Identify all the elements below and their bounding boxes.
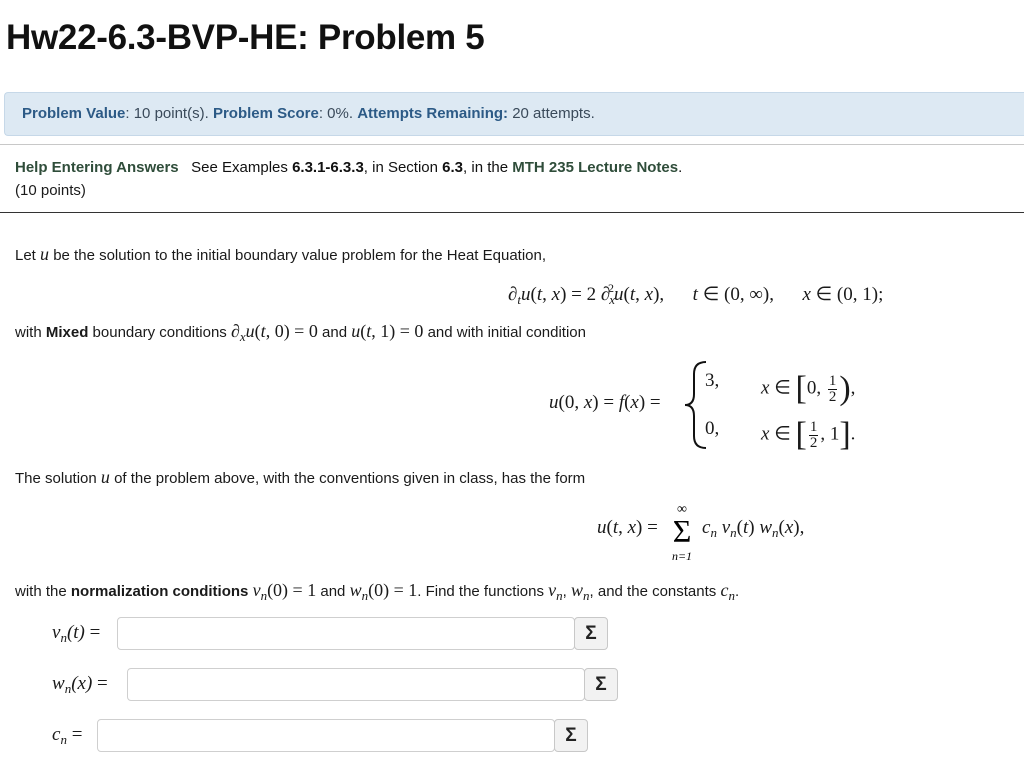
help-text-2: , in Section: [363, 159, 438, 176]
attempts-remaining: 20 attempts.: [512, 105, 595, 122]
help-line: [15, 159, 682, 176]
series-rhs: $c_n$ $v_n(t)$ $w_n(x)$,: [702, 517, 805, 540]
initial-condition-lhs: u(0, x) = f(x) =: [549, 392, 661, 413]
intro-var: u: [40, 244, 50, 264]
answer-input-cn[interactable]: [97, 719, 555, 752]
examples-ref: 6.3.1-6.3.3: [292, 159, 364, 176]
problem-score: 0%.: [327, 105, 354, 122]
sum-symbol: [664, 500, 700, 564]
answer-input-vn[interactable]: [117, 617, 575, 650]
bc-text-4: and with initial condition: [427, 324, 586, 341]
bc-text-2: boundary conditions: [92, 324, 227, 341]
bc-text-1: with: [15, 324, 42, 341]
sol-text-2: of the problem above, with the conventions given in class, has the form: [114, 470, 586, 487]
norm-text-2: and: [320, 583, 346, 600]
svg-text:∞: ∞: [677, 502, 687, 517]
norm-text-3: . Find the functions: [417, 583, 544, 600]
normalization-line: with the normalization conditions $v_n(0) = 1$ and $w_n(0) = 1$. Find the functions $v_n$, $w_n$, and the constants $c_n$.: [15, 580, 740, 603]
bc-mixed: Mixed: [45, 324, 89, 341]
svg-text:Σ: Σ: [672, 513, 692, 549]
problem-status-bar: Problem Value: 10 point(s). Problem Score: 0%. Attempts Remaining: 20 attempts.: [4, 92, 1024, 136]
answer-label-vn: $v_n(t)$ =: [52, 622, 101, 645]
divider: [0, 212, 1024, 213]
answer-label-cn: $c_n$ =: [52, 724, 83, 747]
sol-text-1: The solution: [15, 470, 97, 487]
help-text-1: See Examples: [191, 159, 288, 176]
norm-bold: normalization conditions: [70, 583, 249, 600]
piecewise-case-1: 3, x ∈ [0, $\frac{1}{2}$ ),: [705, 370, 856, 407]
heat-equation: $\partial_tu(t$, x) = 2 $\partial_x^2u(t$, x), t ∈ (0, ∞), x ∈ (0, 1);: [508, 281, 884, 307]
bc-text-3: and: [322, 324, 348, 341]
intro-text-2: be the solution to the initial boundary value problem for the Heat Equation,: [53, 247, 547, 264]
sol-var: u: [100, 467, 110, 487]
equation-editor-button[interactable]: Σ: [554, 719, 588, 752]
page-title: Hw22-6.3-BVP-HE: Problem 5: [6, 18, 485, 57]
points-text: (10 points): [15, 182, 86, 199]
piecewise-case-2: 0, x ∈ [ $\frac{1}{2}$ , 1].: [705, 416, 856, 453]
problem-score-label: Problem Score: [212, 105, 319, 122]
answer-input-wn[interactable]: [127, 668, 585, 701]
solution-form-line: [15, 467, 585, 488]
divider: [0, 144, 1024, 145]
lecture-notes-link[interactable]: MTH 235 Lecture Notes: [512, 159, 679, 176]
help-text-3: , in the: [463, 159, 509, 176]
intro-text-1: Let: [15, 247, 36, 264]
bc-right: u: [351, 321, 361, 341]
intro-line: [15, 244, 546, 265]
problem-value: 10 point(s).: [133, 105, 209, 122]
help-entering-answers-link[interactable]: Help Entering Answers: [15, 159, 179, 176]
section-ref: 6.3: [442, 159, 464, 176]
series-lhs: u(t, x) =: [597, 517, 658, 538]
answer-label-wn: $w_n(x)$ =: [52, 673, 108, 696]
boundary-conditions-line: with Mixed boundary conditions $\partial_xu(t$, 0) = 0 and u(t, 1) = 0 and with initial condition: [15, 321, 586, 344]
norm-text-1: with the: [15, 583, 67, 600]
equation-editor-button[interactable]: Σ: [584, 668, 618, 701]
bc-left: $\partial_xu$: [230, 321, 255, 344]
equation-editor-button[interactable]: Σ: [574, 617, 608, 650]
norm-text-4: and the constants: [597, 583, 717, 600]
attempts-label: Attempts Remaining:: [357, 105, 509, 122]
problem-value-label: Problem Value: [22, 105, 126, 122]
svg-text:n=1: n=1: [671, 549, 693, 563]
help-text-4: .: [678, 159, 683, 176]
